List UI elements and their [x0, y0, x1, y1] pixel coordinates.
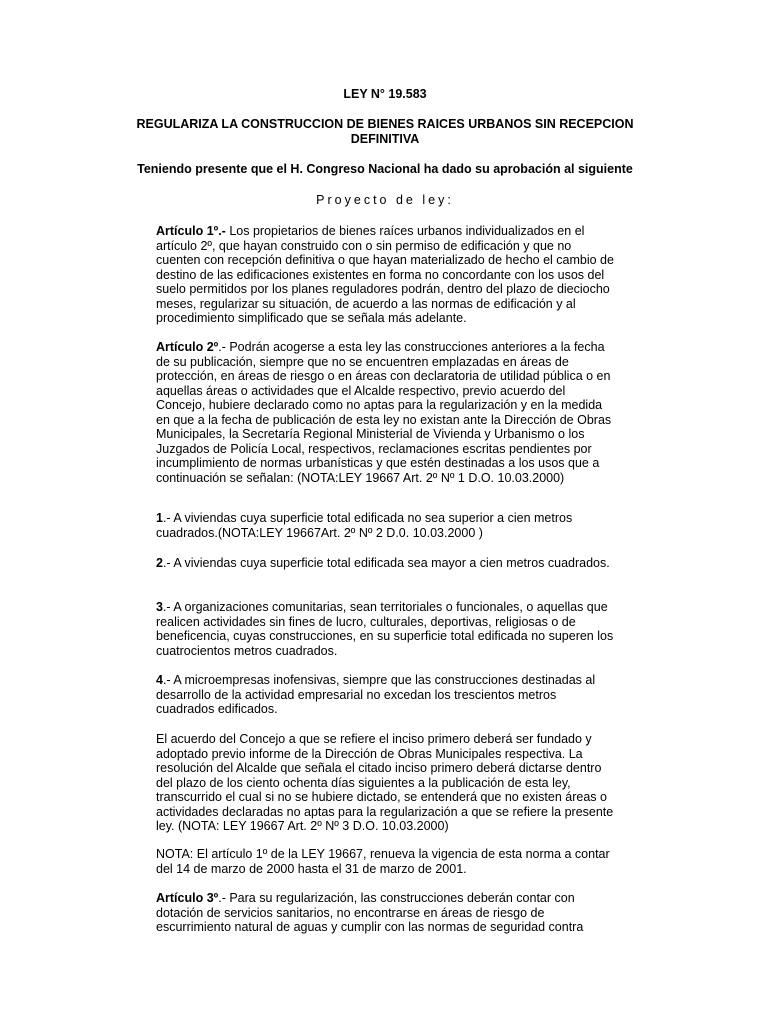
law-title: LEY N° 19.583 — [343, 87, 427, 101]
paragraph-item-3: 3.- A organizaciones comunitarias, sean territoriales o funcionales, o aquellas que realicen actividades sin fines de lucro, culturales, deportivas, religiosas o de beneficencia, cuyas construcciones, en su superficie total edificada no superen los cuatrocientos metros cuadrados. — [156, 600, 614, 658]
paragraph-item-2: 2.- A viviendas cuya superficie total edificada sea mayor a cien metros cuadrados. — [156, 556, 610, 570]
law-subtitle: REGULARIZA LA CONSTRUCCION DE BIENES RAICES URBANOS SIN RECEPCION DEFINITIVA — [136, 117, 634, 146]
paragraph-nota: NOTA: El artículo 1º de la LEY 19667, renueva la vigencia de esta norma a contar del 14 de marzo de 2000 hasta el 31 de marzo de 2001. — [156, 847, 610, 876]
paragraph-item-1: 1.- A viviendas cuya superficie total edificada no sea superior a cien metros cuadrados.(NOTA:LEY 19667Art. 2º Nº 2 D.0. 10.03.2000 ) — [156, 511, 573, 540]
proyecto-de-ley: Proyecto de ley: — [316, 193, 454, 207]
paragraph-articulo-2: Artículo 2º.- Podrán acogerse a esta ley las construcciones anteriores a la fecha de su publicación, siempre que no se encuentren emplazadas en áreas de protección, en áreas de riesgo o en áreas con declaratoria de utilidad pública o en aquellas áreas o actividades que el Alcalde respectivo, previo acuerdo del Concejo, hubiere declarado como no aptas para la regularización y en la medida en que a la fecha de publicación de esta ley no existan ante la Dirección de Obras Municipales, la Secretaría Regional Ministerial de Vivienda y Urbanismo o los Juzgados de Policía Local, respectivos, reclamaciones escritas pendientes por incumplimiento de normas urbanísticas y que estén destinadas a los usos que a continuación se señalan: (NOTA:LEY 19667 Art. 2º Nº 1 D.O. 10.03.2000) — [156, 340, 612, 485]
paragraph-articulo-3: Artículo 3º.- Para su regularización, las construcciones deberán contar con dotación de servicios sanitarios, no encontrarse en áreas de riesgo de escurrimiento natural de aguas y cumplir con las normas de seguridad contra — [156, 891, 584, 934]
paragraph-articulo-1: Artículo 1º.- Los propietarios de bienes raíces urbanos individualizados en el artículo 2º, que hayan construido con o sin permiso de edificación y que no cuenten con recepción definitiva o que hayan materializado de hecho el cambio de destino de las edificaciones existentes en forma no concordante con los usos del suelo permitidos por los planes reguladores podrán, dentro del plazo de dieciocho meses, regularizar su situación, de acuerdo a las normas de edificación y al procedimiento simplificado que se señala más adelante. — [156, 224, 614, 325]
paragraph-acuerdo-concejo: El acuerdo del Concejo a que se refiere el inciso primero deberá ser fundado y adoptado previo informe de la Dirección de Obras Municipales respectiva. La resolución del Alcalde que señala el citado inciso primero deberá dictarse dentro del plazo de los ciento ochenta días siguientes a la publicación de esta ley, transcurrido el cual si no se hubiere dictado, se entenderá que no existen áreas o actividades declaradas no aptas para la regularización a que se refiere la presente ley. (NOTA: LEY 19667 Art. 2º Nº 3 D.O. 10.03.2000) — [156, 732, 614, 833]
paragraph-item-4: 4.- A microempresas inofensivas, siempre que las construcciones destinadas al desarrollo de la actividad empresarial no excedan los trescientos metros cuadrados edificados. — [156, 673, 596, 716]
intro-line: Teniendo presente que el H. Congreso Nacional ha dado su aprobación al siguiente — [137, 162, 633, 176]
